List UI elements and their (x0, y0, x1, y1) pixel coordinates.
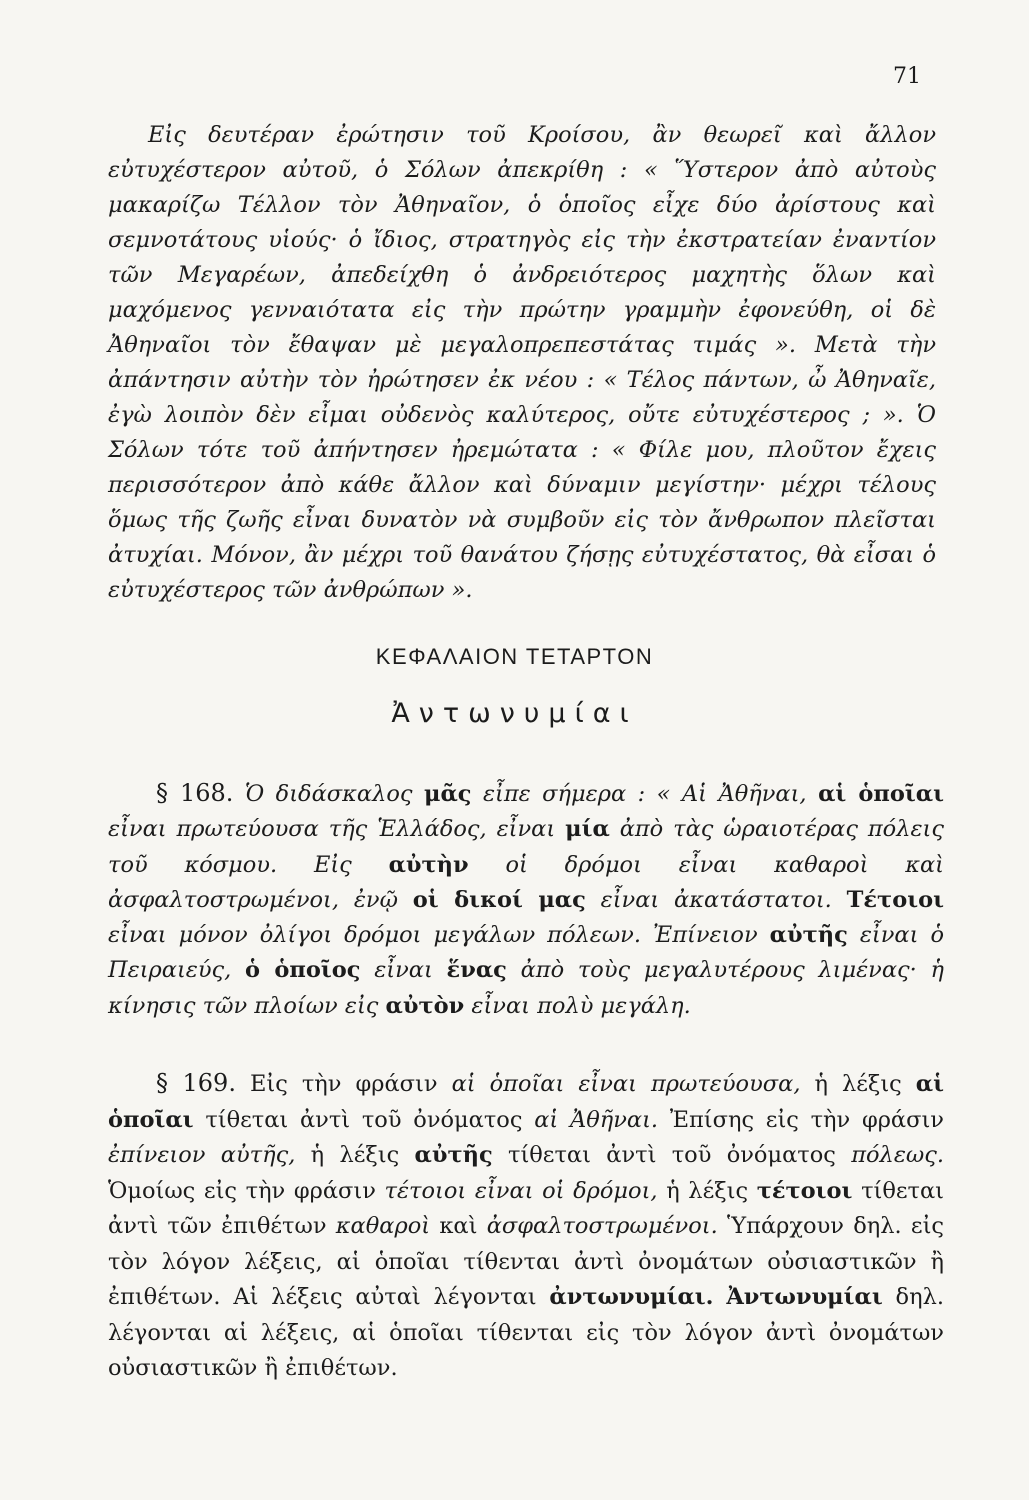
section-number: § 169. (156, 1069, 236, 1097)
page-number: 71 (893, 64, 921, 89)
pronoun-bold: αὐτῆς (769, 922, 848, 949)
paragraph-168 (108, 776, 944, 1024)
example-phrase: τέτοιοι εἶναι οἱ δρόμοι, (384, 1177, 658, 1204)
text-run (714, 1284, 727, 1310)
text-run: εἶναι ἀκατάστατοι. (585, 886, 847, 913)
text-run: οἱ δρόμοι εἶναι καθαροὶ καὶ ἀσφαλτοστρωμένοι, ἐνῷ (108, 851, 944, 913)
pronoun-bold: μία (565, 816, 610, 843)
text-run: εἶναι πολὺ μεγάλη. (464, 992, 691, 1019)
text-run: ἡ λέξις (800, 1071, 916, 1097)
text-run: τίθεται ἀντὶ τοῦ ὀνόματος (492, 1142, 852, 1168)
pronoun-bold: ἕνας (446, 957, 507, 984)
pronoun-bold: αὐτὴν (388, 851, 469, 878)
pronoun-bold: μᾶς (423, 781, 472, 807)
text-run: τίθεται ἀντὶ τοῦ ὀνόματος (193, 1106, 535, 1133)
text-run: ἀπὸ τοὺς μεγαλυτέρους λιμένας· ἡ κίνησις τῶν πλοίων εἰς (108, 957, 945, 1019)
section-title: Ἀντωνυμίαι (391, 698, 638, 729)
example-phrase: αἱ Ἀθῆναι. (534, 1106, 659, 1133)
pronoun-bold: οἱ δικοί μας (412, 886, 586, 913)
text-run: Ὁμοίως εἰς τὴν φράσιν (108, 1177, 385, 1204)
pronoun-bold: αὐτῆς (414, 1142, 493, 1168)
intro-paragraph: Εἰς δευτέραν ἐρώτησιν τοῦ Κροίσου, ἂν θεωρεῖ καὶ ἄλλον εὐτυχέστερον αὐτοῦ, ὁ Σόλων ἀπεκρίθη : « Ὕστερον ἀπὸ αὐτοὺς μακαρίζω Τέλλον τὸν Ἀθηναῖον, ὁ ὁποῖος εἶχε δύο ἀρίστους καὶ σεμνοτάτους υἱούς· ὁ ἴδιος, στρατηγὸς εἰς τὴν ἐκστρατείαν ἐναντίον τῶν Μεγαρέων, ἀπεδείχθη ὁ ἀνδρειότερος μαχητὴς ὅλων καὶ μαχόμενος γενναιότατα εἰς τὴν πρώτην γραμμὴν ἐφονεύθη, οἱ δὲ Ἀθηναῖοι τὸν ἔθαψαν μὲ μεγαλοπρεπεστάτας τιμάς ». Μετὰ τὴν ἀπάντησιν αὐτὴν τὸν ἠρώτησεν ἐκ νέου : « Τέλος πάντων, ὦ Ἀθηναῖε, ἐγὼ λοιπὸν δὲν εἶμαι οὐδενὸς καλύτερος, οὔτε εὐτυχέστερος ; ». Ὁ Σόλων τότε τοῦ ἀπήντησεν ἠρεμώτατα : « Φίλε μου, πλοῦτον ἔχεις περισσότερον ἀπὸ κάθε ἄλλον καὶ δύναμιν μεγίστην· μέχρι τέλους ὅμως τῆς ζωῆς εἶναι δυνατὸν νὰ συμβοῦν εἰς τὸν ἄνθρωπον πλεῖσται ἀτυχίαι. Μόνον, ἂν μέχρι τοῦ θανάτου ζήσῃς εὐτυχέστατος, θὰ εἶσαι ὁ εὐτυχέστερος τῶν ἀνθρώπων ». (108, 122, 936, 603)
text-run: ἀπὸ τὰς ὡραιοτέρας πόλεις τοῦ κόσμου. Εἰς (108, 816, 944, 878)
text-run: Ἐπίσης εἰς τὴν φράσιν (658, 1106, 944, 1133)
text-run: εἶναι ὁ Πειραιεύς, (108, 922, 944, 984)
pronoun-bold: αἱ ὁποῖαι (818, 781, 944, 807)
section-number: § 168. (156, 779, 234, 807)
text-run: δηλ. λέγονται αἱ λέξεις, αἱ ὁποῖαι τίθενται εἰς τὸν λόγον ἀντὶ ὀνομάτων οὐσιαστικῶν ἢ ἐπιθέτων. (108, 1284, 944, 1381)
text-run: εἶπε σήμερα : « Αἱ Ἀθῆναι, (471, 781, 819, 807)
text-run: Εἰς τὴν φράσιν (235, 1071, 452, 1097)
text-run: Ὑπάρχουν δηλ. εἰς τὸν λόγον λέξεις, αἱ ὁποῖαι τίθενται ἀντὶ ὀνομάτων οὐσιαστικῶν ἢ ἐπιθέτων. Αἱ λέξεις αὐταὶ λέγονται (108, 1213, 944, 1310)
text-run: Ὁ διδάσκαλος (233, 781, 424, 807)
term-bold: ἀντωνυμίαι. (549, 1284, 714, 1310)
text-run: ἡ λέξις (657, 1177, 757, 1204)
pronoun-bold: τέτοιοι (756, 1177, 853, 1204)
pronoun-bold: Τέτοιοι (846, 886, 944, 913)
text-run: καὶ (430, 1213, 487, 1239)
text-run: εἶναι πρωτεύουσα τῆς Ἑλλάδος, εἶναι (108, 816, 566, 843)
pronoun-bold: αἱ ὁποῖαι (108, 1071, 944, 1133)
example-phrase: αἱ ὁποῖαι εἶναι πρωτεύουσα, (451, 1071, 801, 1097)
chapter-heading: ΚΕΦΑΛΑΙΟΝ ΤΕΤΑΡΤΟΝ (375, 644, 654, 669)
example-phrase: ἀσφαλτοστρωμένοι. (486, 1213, 718, 1239)
example-phrase: ἐπίνειον αὐτῆς, (108, 1142, 296, 1168)
pronoun-bold: ὁ ὁποῖος (245, 957, 361, 984)
example-phrase: πόλεως. (851, 1142, 944, 1168)
text-run: εἶναι μόνον ὀλίγοι δρόμοι μεγάλων πόλεων. Ἐπίνειον (108, 922, 770, 949)
text-run: εἶναι (360, 957, 447, 984)
example-phrase: καθαροὶ (335, 1213, 431, 1239)
text-run: τίθεται ἀντὶ τῶν ἐπιθέτων (108, 1177, 945, 1239)
pronoun-bold: αὐτὸν (385, 992, 465, 1019)
text-run: ἡ λέξις (295, 1142, 415, 1168)
term-bold: Ἀντωνυμίαι (726, 1284, 883, 1310)
paragraph-169 (108, 1066, 944, 1387)
